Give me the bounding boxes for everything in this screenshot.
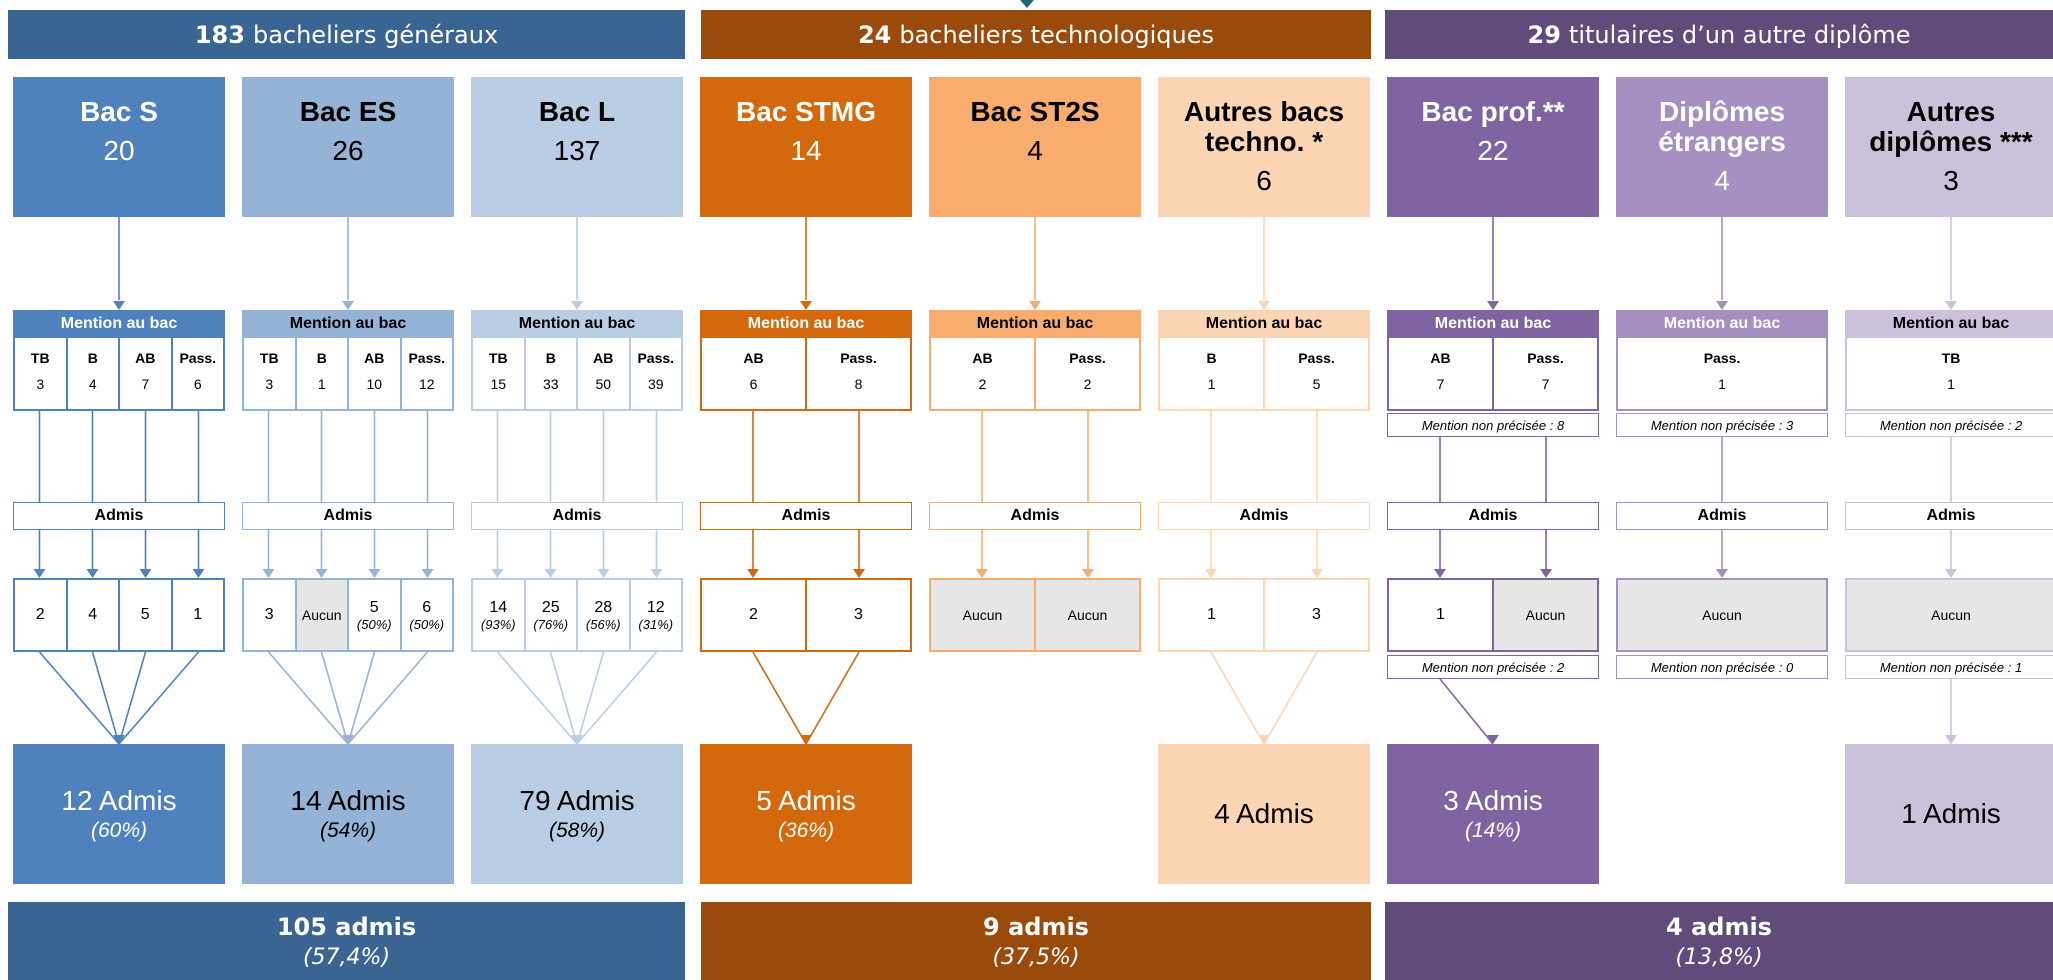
arrow-icon [800,301,812,310]
final-admis-count: 14 Admis [290,785,406,816]
mention-value: 6 [193,376,202,392]
final-admis-1 [242,744,454,884]
mention-label: AB [743,350,764,366]
bac-header-1 [242,77,454,217]
bac-title: Autres diplômes *** [1869,96,2033,157]
result-value: 28 [594,598,613,616]
final-admis-0 [13,744,225,884]
arrow-icon [598,569,610,578]
mention-value: 3 [265,376,274,392]
np-text: Mention non précisée : 2 [1879,417,2023,433]
result-value: 4 [88,606,98,623]
mention-title-label: Mention au bac [1663,315,1781,332]
connector [498,652,578,744]
mention-label: B [1206,350,1217,366]
mention-value: 39 [647,376,664,392]
mention-label: B [545,350,556,366]
mention-grid-1 [242,338,454,411]
bac-title: Autres bacs techno. * [1183,96,1345,157]
group-total-admis: 105 admis [276,912,417,941]
mention-label: Pass. [179,350,217,366]
result-value: Aucun [962,607,1003,623]
mention-title-label: Mention au bac [747,315,865,332]
final-admis-8 [1845,744,2053,884]
mention-label: Pass. [840,350,877,366]
arrow-icon [316,569,328,578]
result-cell [702,580,805,650]
admis-label: Admis [1239,507,1289,524]
connector [577,652,604,744]
mention-title-label: Mention au bac [289,315,407,332]
mention-label: AB [972,350,993,366]
mention-cell [347,338,400,409]
mention-label: TB [30,350,50,366]
final-admis-pct: (36%) [777,819,835,842]
bac-title: Bac ST2S [970,96,1100,127]
bac-header-7 [1616,77,1828,217]
arrow-icon [1945,301,1957,310]
mention-cell [931,338,1034,409]
group-count: 24 [857,20,892,49]
group-total-1 [701,902,1371,980]
bac-count: 4 [1027,135,1043,166]
mention-title-label: Mention au bac [60,315,178,332]
arrow-icon [1082,569,1094,578]
mention-value: 7 [141,376,150,392]
admis-label: Admis [1926,507,1976,524]
bac-count: 22 [1477,135,1509,166]
final-admis-2 [471,744,683,884]
mention-title-1 [242,310,454,338]
result-value: 3 [264,606,274,623]
bac-header-8 [1845,77,2053,217]
arrow-icon [747,569,759,578]
arrow-icon [1487,301,1499,310]
mention-non-precisee-top-8 [1845,413,2053,437]
arrow-icon [1258,735,1270,744]
final-admis-pct: (14%) [1464,819,1522,842]
arrow-icon [87,569,99,578]
connector [753,652,806,744]
result-grid-8 [1845,578,2053,652]
mention-label: AB [364,350,385,366]
result-value: Aucun [1525,607,1566,623]
result-value: 5 [369,598,379,616]
admis-bar-0 [13,502,225,530]
mention-label: Pass. [1298,350,1335,366]
mention-value: 7 [1541,376,1550,392]
bac-count: 14 [790,135,822,166]
mention-cell [295,338,348,409]
mention-label: B [87,350,98,366]
mention-grid-3 [700,338,912,411]
group-total-admis: 4 admis [1666,912,1772,941]
arrow-icon [193,569,205,578]
mention-cell [15,338,66,409]
result-grid-6 [1387,578,1599,652]
connector [1264,652,1317,744]
arrow-icon [140,569,152,578]
bac-count: 3 [1943,165,1959,196]
mention-value: 12 [418,376,435,392]
arrow-icon [342,301,354,310]
bac-header-5 [1158,77,1370,217]
result-cell [118,580,171,650]
mention-title-6 [1387,310,1599,338]
result-value: 6 [422,598,432,616]
np-text: Mention non précisée : 0 [1650,659,1794,675]
admis-label: Admis [94,507,144,524]
group-total-admis: 9 admis [983,912,1089,941]
bac-title: Bac prof.** [1421,96,1565,127]
arrow-icon [369,569,381,578]
connector [269,652,349,744]
mention-cell [1492,338,1597,409]
group-header-1 [701,10,1371,59]
mention-label: TB [488,350,508,366]
result-grid-0 [13,578,225,652]
connector [806,652,859,744]
result-grid-5 [1158,578,1370,652]
result-value: Aucun [1067,607,1108,623]
arrow-icon [651,569,663,578]
mention-cell [1160,338,1263,409]
connector [40,652,120,744]
connector [348,652,428,744]
arrow-icon [800,735,812,744]
mention-grid-5 [1158,338,1370,411]
result-value: 2 [35,606,45,623]
result-value: 14 [489,598,508,616]
result-cell [524,580,577,650]
admis-bar-2 [471,502,683,530]
mention-cell [702,338,805,409]
admis-bar-5 [1158,502,1370,530]
bac-header-4 [929,77,1141,217]
arrow-icon [976,569,988,578]
result-cell [629,580,682,650]
group-header-2 [1385,10,2053,59]
result-none-cell [1034,580,1139,650]
mention-title-8 [1845,310,2053,338]
mention-grid-2 [471,338,683,411]
result-none-cell [1492,580,1597,650]
arrow-icon [853,569,865,578]
final-admis-count: 1 Admis [1901,798,2001,829]
connector [577,652,657,744]
arrow-icon [1205,569,1217,578]
group-count: 183 [194,20,245,49]
bac-count: 4 [1714,165,1730,196]
result-value: 1 [1207,606,1216,623]
mention-label: TB [259,350,279,366]
mention-title-0 [13,310,225,338]
result-cell [66,580,119,650]
result-cell [1263,580,1368,650]
arrow-icon [1540,569,1552,578]
mention-cell [118,338,171,409]
arrow-icon [1716,301,1728,310]
result-none-cell [1847,580,2053,650]
bac-header-2 [471,77,683,217]
result-cell [244,580,295,650]
mention-non-precisee-bottom-7 [1616,655,1828,679]
bac-count: 26 [332,135,364,166]
mention-value: 1 [317,376,326,392]
result-value: 2 [749,606,758,623]
admis-label: Admis [323,507,373,524]
result-grid-2 [471,578,683,652]
result-none-cell [931,580,1034,650]
admis-bar-8 [1845,502,2053,530]
arrow-icon [1029,301,1041,310]
mention-value: 1 [1207,376,1216,392]
final-admis-pct: (58%) [548,819,606,842]
bac-header-0 [13,77,225,217]
final-admis-count: 5 Admis [756,785,856,816]
admis-bar-3 [700,502,912,530]
mention-grid-8 [1845,338,2053,411]
connector [322,652,349,744]
group-header-0 [8,10,685,59]
bac-count: 20 [103,135,135,166]
result-none-cell [295,580,348,650]
mention-value: 10 [366,376,383,392]
final-admis-count: 4 Admis [1214,798,1314,829]
mention-value: 33 [542,376,559,392]
mention-label: AB [135,350,156,366]
mention-title-5 [1158,310,1370,338]
bac-header-6 [1387,77,1599,217]
mention-label: Pass. [1527,350,1564,366]
final-admis-count: 79 Admis [519,785,635,816]
group-total-pct: (57,4%) [302,944,391,970]
mention-grid-7 [1616,338,1828,411]
mention-title-label: Mention au bac [518,315,636,332]
group-label: bacheliers technologiques [899,20,1215,49]
result-cell [473,580,524,650]
mention-grid-6 [1387,338,1599,411]
result-value: Aucun [1931,607,1971,623]
connector [1211,652,1264,744]
result-grid-7 [1616,578,1828,652]
group-total-2 [1385,902,2053,980]
arrow-icon [1311,569,1323,578]
mention-value: 1 [1947,376,1955,392]
final-admis-pct: (54%) [319,819,377,842]
mention-cell [1618,338,1826,409]
mention-value: 7 [1436,376,1445,392]
result-cell [171,580,224,650]
arrow-icon [1945,735,1957,744]
mention-value: 3 [36,376,45,392]
result-value: 3 [1312,606,1321,623]
mention-cell [1263,338,1368,409]
mention-cell [66,338,119,409]
result-value: Aucun [1702,607,1742,623]
mention-cell [171,338,224,409]
result-pct: (93%) [480,616,516,632]
admis-label: Admis [1010,507,1060,524]
result-cell [347,580,400,650]
arrow-icon [1258,301,1270,310]
mention-cell [805,338,910,409]
arrow-icon [113,301,125,310]
mention-label: Pass. [637,350,675,366]
group-total-pct: (13,8%) [1675,944,1763,970]
mention-cell [1034,338,1139,409]
mention-value: 4 [88,376,97,392]
admis-label: Admis [1697,507,1747,524]
bac-title: Bac STMG [735,96,877,127]
mention-title-label: Mention au bac [976,315,1094,332]
mention-label: AB [593,350,614,366]
mention-cell [400,338,453,409]
mention-title-7 [1616,310,1828,338]
final-admis-6 [1387,744,1599,884]
result-cell [576,580,629,650]
mention-value: 2 [1083,376,1092,392]
mention-cell [1847,338,2053,409]
final-admis-count: 12 Admis [61,785,177,816]
mention-title-label: Mention au bac [1205,315,1323,332]
mention-label: TB [1941,350,1961,366]
final-admis-count: 3 Admis [1443,785,1543,816]
connector [1440,679,1493,744]
mention-non-precisee-top-7 [1616,413,1828,437]
result-value: 1 [193,606,203,623]
result-pct: (56%) [585,616,621,632]
mention-value: 1 [1718,376,1726,392]
mention-label: Pass. [408,350,446,366]
arrow-icon [1945,569,1957,578]
result-value: 1 [1436,606,1445,623]
connector [119,652,146,744]
bac-count: 137 [553,135,601,166]
admis-label: Admis [552,507,602,524]
mention-label: Pass. [1069,350,1106,366]
final-admis-pct: (60%) [90,819,148,842]
result-grid-3 [700,578,912,652]
mention-value: 15 [490,376,507,392]
result-pct: (31%) [638,616,674,632]
arrow-icon [34,569,46,578]
np-text: Mention non précisée : 3 [1650,417,1794,433]
admis-label: Admis [781,507,831,524]
bac-count: 6 [1256,165,1272,196]
mention-value: 8 [854,376,863,392]
result-grid-4 [929,578,1141,652]
result-value: 12 [646,598,665,616]
mention-title-4 [929,310,1141,338]
arrow-icon [1716,569,1728,578]
mention-label: AB [1430,350,1451,366]
admis-bar-6 [1387,502,1599,530]
result-value: Aucun [301,607,342,623]
top-marker-icon [1020,0,1034,8]
mention-grid-4 [929,338,1141,411]
connector [119,652,199,744]
final-admis-5 [1158,744,1370,884]
result-pct: (50%) [356,616,392,632]
group-label: titulaires d’un autre diplôme [1568,20,1911,49]
mention-value: 2 [978,376,987,392]
mention-title-label: Mention au bac [1434,315,1552,332]
admis-bar-7 [1616,502,1828,530]
bac-title: Diplômes étrangers [1658,96,1786,157]
mention-cell [473,338,524,409]
group-count: 29 [1527,20,1561,49]
mention-value: 6 [749,376,758,392]
np-text: Mention non précisée : 2 [1421,659,1565,675]
admis-bar-4 [929,502,1141,530]
result-grid-1 [242,578,454,652]
final-admis-3 [700,744,912,884]
group-total-0 [8,902,685,980]
mention-cell [629,338,682,409]
mention-cell [576,338,629,409]
mention-title-2 [471,310,683,338]
mention-grid-0 [13,338,225,411]
bac-title: Bac L [538,96,616,127]
mention-non-precisee-bottom-6 [1387,655,1599,679]
connector [93,652,120,744]
mention-cell [1389,338,1492,409]
mention-value: 50 [595,376,612,392]
mention-label: Pass. [1703,350,1741,366]
admis-label: Admis [1468,507,1518,524]
group-label: bacheliers généraux [252,20,499,49]
arrow-icon [545,569,557,578]
bac-title: Bac ES [299,96,397,127]
arrow-icon [263,569,275,578]
mention-title-label: Mention au bac [1892,315,2010,332]
result-value: 25 [541,598,560,616]
np-text: Mention non précisée : 8 [1421,417,1565,433]
mention-label: B [316,350,327,366]
result-cell [1160,580,1263,650]
group-total-pct: (37,5%) [992,944,1080,970]
result-pct: (76%) [533,616,569,632]
mention-value: 5 [1312,376,1321,392]
arrow-icon [1434,569,1446,578]
np-text: Mention non précisée : 1 [1879,659,2023,675]
mention-cell [524,338,577,409]
result-cell [1389,580,1492,650]
arrow-icon [492,569,504,578]
arrow-icon [422,569,434,578]
result-cell [805,580,910,650]
connector [551,652,578,744]
result-value: 5 [140,606,150,623]
bac-title: Bac S [80,96,158,127]
connector [348,652,375,744]
bac-header-3 [700,77,912,217]
result-pct: (50%) [409,616,445,632]
result-cell [15,580,66,650]
result-none-cell [1618,580,1826,650]
arrow-icon [571,301,583,310]
mention-cell [244,338,295,409]
result-cell [400,580,453,650]
mention-non-precisee-bottom-8 [1845,655,2053,679]
mention-non-precisee-top-6 [1387,413,1599,437]
result-value: 3 [854,606,863,623]
admis-bar-1 [242,502,454,530]
mention-title-3 [700,310,912,338]
